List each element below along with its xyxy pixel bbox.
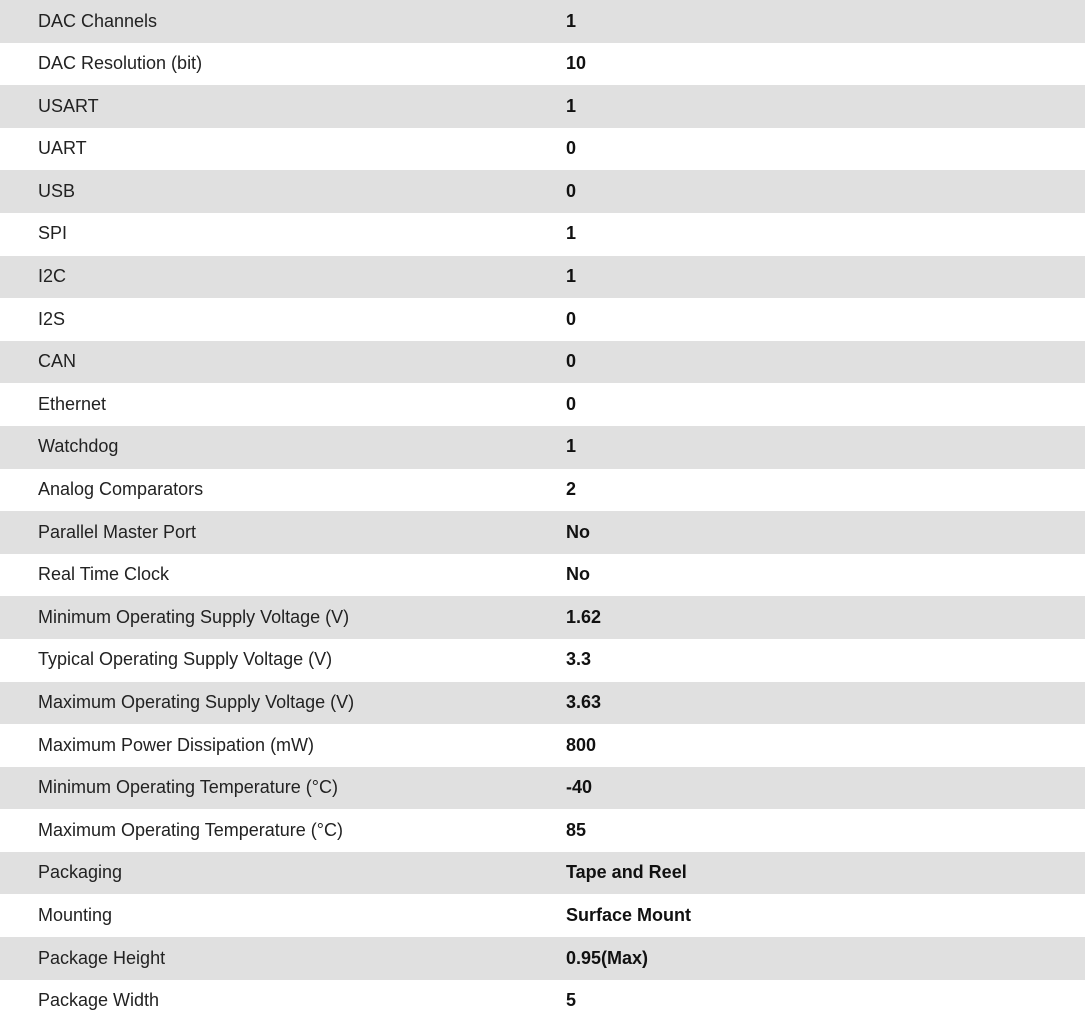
- spec-label: Ethernet: [38, 393, 107, 414]
- spec-label: Mounting: [38, 904, 113, 925]
- spec-value: 2: [566, 479, 577, 500]
- spec-label: USB: [38, 180, 76, 201]
- table-row: [0, 894, 1085, 937]
- table-row: [0, 809, 1085, 852]
- spec-label: SPI: [38, 223, 68, 244]
- spec-label: DAC Resolution (bit): [38, 53, 203, 74]
- spec-value: 5: [566, 990, 577, 1011]
- spec-label: Maximum Operating Temperature (°C): [38, 819, 343, 840]
- table-row: [0, 682, 1085, 725]
- spec-label: Maximum Power Dissipation (mW): [38, 734, 315, 755]
- table-row: [0, 128, 1085, 171]
- spec-label: UART: [38, 138, 87, 159]
- table-row: [0, 298, 1085, 341]
- table-row: [0, 980, 1085, 1022]
- table-row: [0, 426, 1085, 469]
- spec-label: Typical Operating Supply Voltage (V): [38, 649, 333, 670]
- spec-label: Watchdog: [38, 436, 119, 457]
- spec-label: Analog Comparators: [38, 479, 204, 500]
- table-row: [0, 469, 1085, 512]
- spec-label: Parallel Master Port: [38, 521, 197, 542]
- spec-value: 85: [566, 819, 587, 840]
- spec-value: Tape and Reel: [566, 862, 687, 883]
- spec-value: 0: [566, 393, 577, 414]
- spec-value: 0: [566, 351, 577, 372]
- spec-value: 0.95(Max): [566, 947, 649, 968]
- spec-value: 1: [566, 10, 577, 31]
- table-row: [0, 383, 1085, 426]
- spec-label: Packaging: [38, 862, 123, 883]
- table-row: [0, 554, 1085, 597]
- table-row: [0, 937, 1085, 980]
- spec-label: DAC Channels: [38, 10, 158, 31]
- spec-value: 1: [566, 223, 577, 244]
- spec-value: No: [566, 564, 590, 585]
- spec-label: Minimum Operating Temperature (°C): [38, 777, 338, 798]
- table-row: [0, 639, 1085, 682]
- spec-label: Package Width: [38, 990, 160, 1011]
- table-row: [0, 213, 1085, 256]
- spec-value: 3.63: [566, 692, 602, 712]
- spec-label: Minimum Operating Supply Voltage (V): [38, 606, 350, 627]
- table-row: [0, 43, 1085, 86]
- table-row: [0, 724, 1085, 767]
- table-row: [0, 341, 1085, 384]
- spec-value: 0: [566, 138, 577, 159]
- spec-value: 1.62: [566, 606, 602, 627]
- spec-label: I2S: [38, 308, 66, 329]
- table-row: [0, 256, 1085, 299]
- table-row: [0, 170, 1085, 213]
- spec-label: USART: [38, 95, 99, 116]
- spec-value: 0: [566, 180, 577, 201]
- spec-value: 1: [566, 436, 577, 457]
- spec-value: No: [566, 521, 590, 542]
- spec-label: Real Time Clock: [38, 564, 170, 585]
- spec-label: I2C: [38, 266, 67, 287]
- table-row: [0, 767, 1085, 810]
- spec-label: CAN: [38, 351, 77, 372]
- spec-value: 1: [566, 95, 577, 116]
- spec-value: 0: [566, 308, 577, 329]
- spec-value: 3.3: [566, 649, 592, 670]
- table-row: [0, 852, 1085, 895]
- spec-value: 1: [566, 266, 577, 287]
- spec-value: 10: [566, 53, 587, 74]
- spec-label: Package Height: [38, 947, 166, 968]
- spec-label: Maximum Operating Supply Voltage (V): [38, 692, 355, 712]
- table-row: [0, 596, 1085, 639]
- spec-value: Surface Mount: [566, 904, 692, 925]
- spec-value: 800: [566, 734, 597, 755]
- table-row: [0, 0, 1085, 43]
- table-row: [0, 85, 1085, 128]
- table-row: [0, 511, 1085, 554]
- spec-value: -40: [566, 777, 593, 798]
